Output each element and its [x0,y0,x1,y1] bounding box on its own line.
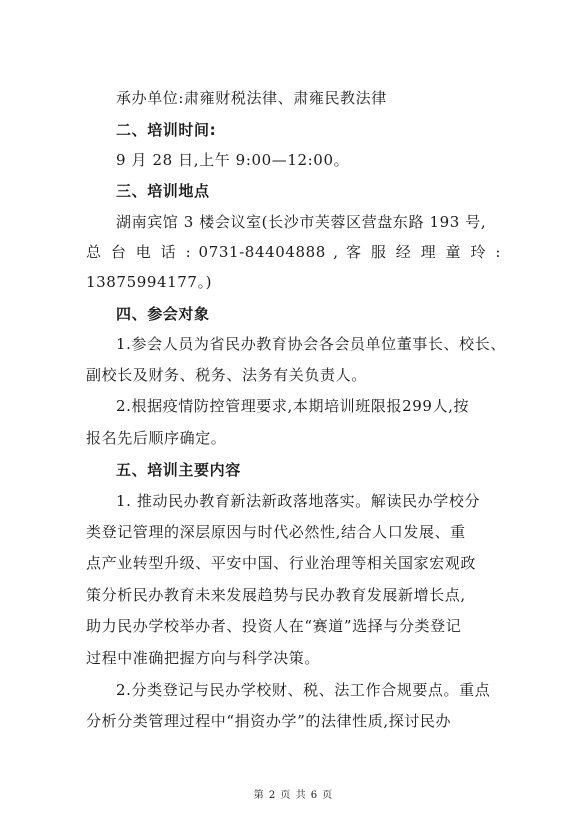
content-item2-line2: 分析分类管理过程中“捐资办学”的法律性质,探讨民办 [86,712,452,730]
content-item1-line2: 类登记管理的深层原因与时代必然性,结合人口发展、重 [86,523,466,541]
location-line-3: 13875994177。) [86,273,213,291]
location-line-2: 总 台 电 话 : 0731-84404888 , 客 服 经 理 童 玲 : [86,243,501,261]
attendees-item1-line2: 副校长及财务、税务、法务有关负责人。 [86,366,367,384]
section-heading-training-time: 二、培训时间: [116,121,217,139]
page-number-footer: 第 2 页 共 6 页 [253,790,334,801]
section-heading-training-location: 三、培训地点 [116,182,210,200]
training-time-text: 9 月 28 日,上午 9:00—12:00。 [116,151,350,169]
attendees-item2-line1: 2.根据疫情防控管理要求,本期培训班限报299人,按 [116,397,470,415]
content-item1-line6: 过程中准确把握方向与科学决策。 [86,649,321,667]
content-item1-line5: 助力民办学校举办者、投资人在“赛道”选择与分类登记 [86,617,462,635]
attendees-item2-line2: 报名先后顺序确定。 [86,429,227,447]
content-item1-line3: 点产业转型升级、平安中国、行业治理等相关国家宏观政 [86,554,477,572]
location-line-1: 湖南宾馆 3 楼会议室(长沙市芙蓉区营盘东路 193 号, [116,213,487,231]
organizer-line: 承办单位:肃雍财税法律、肃雍民教法律 [116,89,387,107]
attendees-item1-line1: 1.参会人员为省民办教育协会各会员单位董事长、校长、 [116,335,506,353]
content-item1-line4: 策分析民办教育未来发展趋势与民办教育发展新增长点, [86,586,466,604]
section-heading-main-content: 五、培训主要内容 [116,461,241,479]
content-item2-line1: 2.分类登记与民办学校财、税、法工作合规要点。重点 [116,681,491,699]
content-item1-line1: 1. 推动民办教育新法新政落地落实。解读民办学校分 [116,492,481,510]
section-heading-attendees: 四、参会对象 [116,305,210,323]
